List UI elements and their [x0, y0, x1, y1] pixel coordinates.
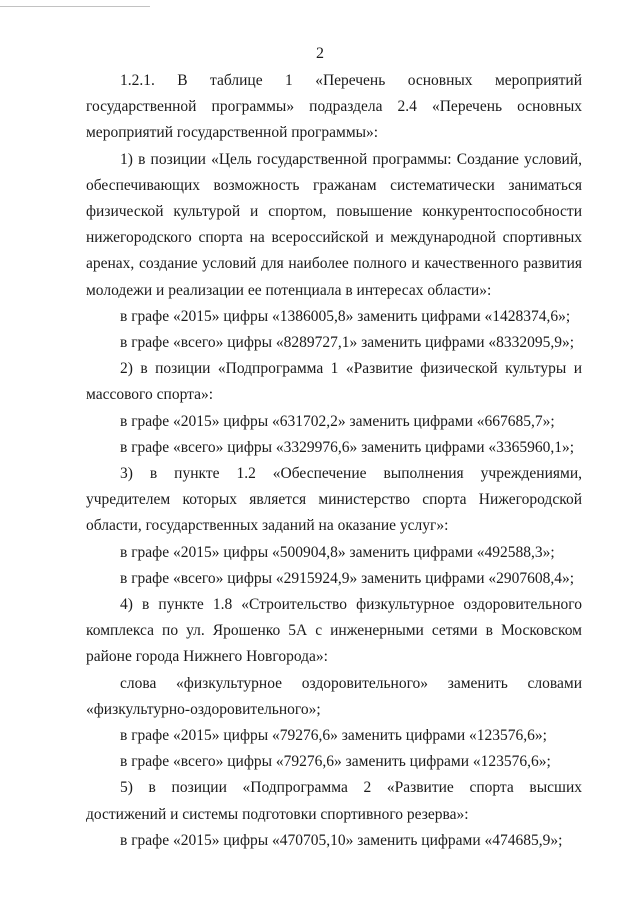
text-line: районе города Нижнего Новгорода»: [86, 648, 328, 666]
text-line: в графе «всего» цифры «79276,6» заменить цифрами «123576,6»; [120, 753, 551, 771]
paragraph [86, 435, 582, 461]
paragraph [86, 592, 582, 671]
paragraph [86, 304, 582, 330]
paragraph [86, 68, 582, 147]
page-number: 2 [316, 45, 324, 62]
text-line: физической культурой и спортом, повышение конкурентоспособности [86, 203, 582, 221]
paragraph [86, 461, 582, 540]
scan-top-mark [0, 0, 150, 7]
text-line: в графе «всего» цифры «3329976,6» заменить цифрами «3365960,1»; [120, 438, 575, 456]
document-body [86, 68, 582, 854]
text-line: аренах, создание условий для наиболее полного и качественного развития [86, 255, 582, 273]
text-line: массового спорта»: [86, 386, 214, 404]
text-line: 1.2.1. В таблице 1 «Перечень основных мероприятий [120, 72, 582, 89]
text-line: 3) в пункте 1.2 «Обеспечение выполнения учреждениями, [120, 465, 582, 483]
text-line: в графе «всего» цифры «8289727,1» заменить цифрами «8332095,9»; [120, 334, 575, 352]
paragraph [86, 330, 582, 356]
text-line: 2) в позиции «Подпрограмма 1 «Развитие физической культуры и [120, 360, 582, 378]
paragraph [86, 828, 582, 854]
paragraph [86, 566, 582, 592]
paragraph [86, 671, 582, 723]
text-line: нижегородского спорта на всероссийской и международной спортивных [86, 229, 582, 247]
text-line: области, государственных заданий на оказание услуг»: [86, 517, 449, 535]
paragraph [86, 147, 582, 304]
text-line: 5) в позиции «Подпрограмма 2 «Развитие спорта высших [120, 779, 582, 797]
paragraph [86, 409, 582, 435]
text-line: в графе «2015» цифры «1386005,8» заменить цифрами «1428374,6»; [120, 307, 571, 325]
text-line: достижений и системы подготовки спортивного резерва»: [86, 805, 469, 823]
text-line: в графе «2015» цифры «500904,8» заменить цифрами «492588,3»; [120, 543, 555, 561]
text-line: учредителем которых является министерство спорта Нижегородской [86, 491, 582, 509]
text-line: обеспечивающих возможность гражанам систематически заниматься [86, 176, 582, 194]
text-line: «физкультурно-оздоровительного»; [86, 700, 321, 718]
text-line: в графе «всего» цифры «2915924,9» заменить цифрами «2907608,4»; [120, 569, 575, 587]
text-line: в графе «2015» цифры «79276,6» заменить цифрами «123576,6»; [120, 727, 547, 745]
paragraph [86, 775, 582, 827]
text-line: 4) в пункте 1.8 «Строительство физкультурное оздоровительного [120, 596, 582, 614]
text-line: 1) в позиции «Цель государственной программы: Создание условий, [120, 150, 582, 168]
text-line: мероприятий государственной программы»: [86, 124, 379, 142]
text-line: комплекса по ул. Ярошенко 5А с инженерными сетями в Московском [86, 622, 582, 640]
text-line: в графе «2015» цифры «470705,10» заменить цифрами «474685,9»; [120, 831, 563, 849]
paragraph [86, 540, 582, 566]
paragraph [86, 723, 582, 749]
paragraph [86, 356, 582, 408]
paragraph [86, 749, 582, 775]
text-line: государственной программы» подраздела 2.4 «Перечень основных [86, 98, 582, 116]
text-line: молодежи и реализации ее потенциала в интересах области»: [86, 281, 492, 299]
text-line: слова «физкультурное оздоровительного» заменить словами [120, 674, 582, 692]
text-line: в графе «2015» цифры «631702,2» заменить цифрами «667685,7»; [120, 412, 555, 430]
